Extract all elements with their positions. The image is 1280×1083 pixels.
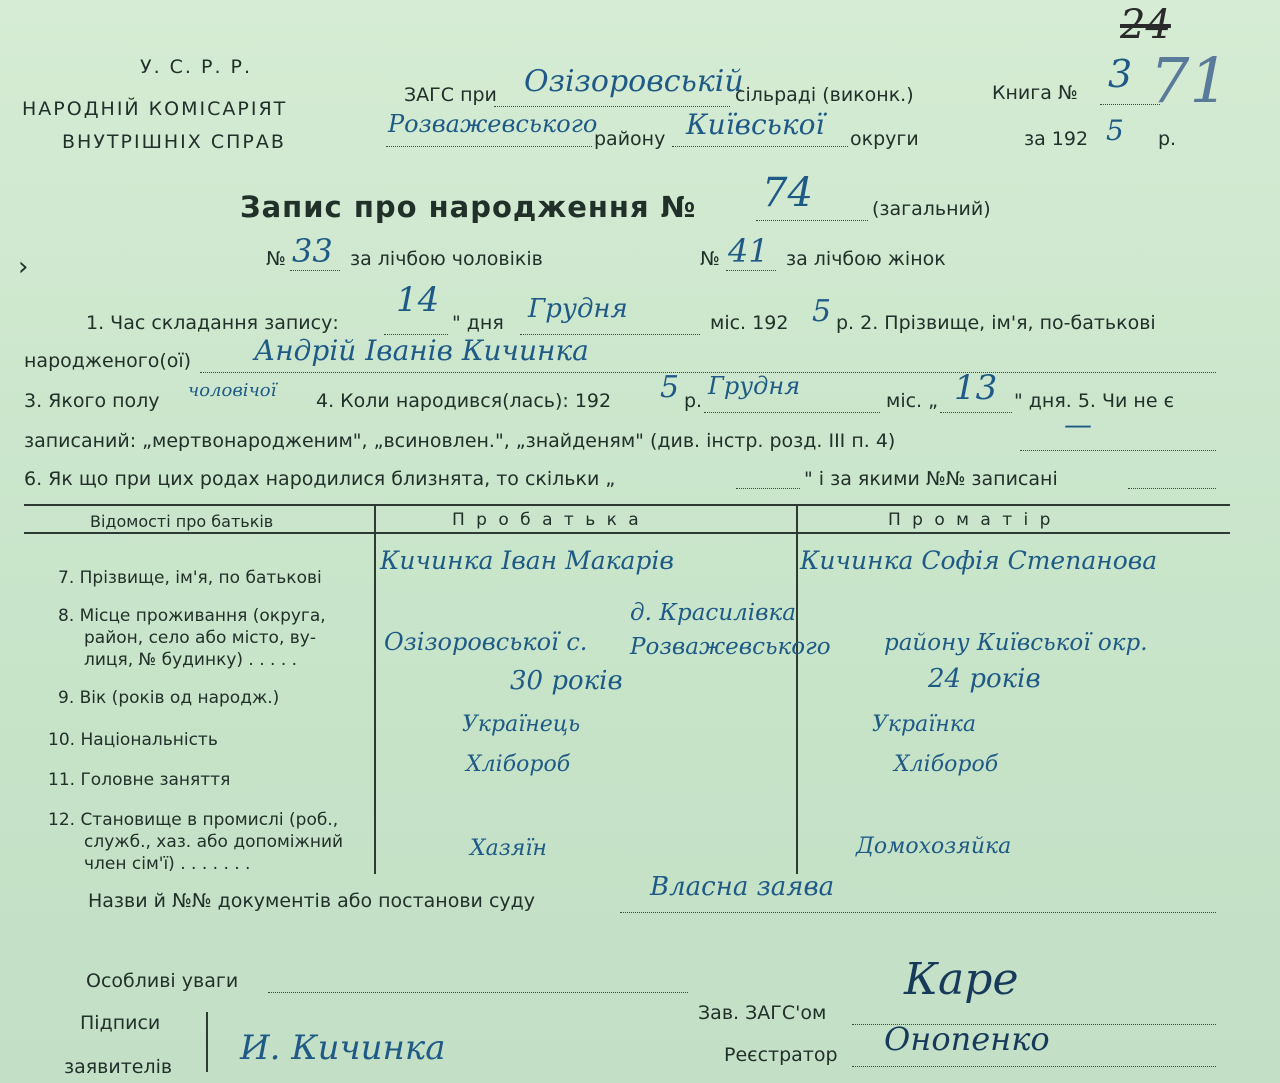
table-header-mother: П р о м а т і р: [888, 510, 1054, 530]
field-4-month-handwriting: Грудня: [708, 372, 801, 400]
applicant-signature: И. Кичинка: [240, 1028, 446, 1068]
row-9-label: 9. Вік (років од народж.): [58, 688, 280, 708]
table-header-father: П р о б а т ь к а: [452, 510, 642, 530]
row-8-mother-handwriting: району Київської окр.: [884, 630, 1148, 656]
table-divider-1: [374, 504, 376, 874]
district-line: [386, 146, 592, 147]
row-10-mother-handwriting: Українка: [872, 712, 977, 737]
record-title: Запис про народження №: [240, 190, 697, 224]
field-3-sex-handwriting: чоловічої: [188, 380, 277, 401]
district-label: району: [594, 128, 666, 150]
okruha-line: [672, 146, 848, 147]
table-header-rule: [24, 532, 1230, 534]
row-12-label-line-2: служб., хаз. або допоміжний: [84, 832, 344, 852]
documents-handwriting: Власна заява: [650, 872, 835, 902]
row-10-father-handwriting: Українець: [462, 712, 581, 737]
table-divider-2: [796, 504, 798, 874]
notes-line: [268, 992, 688, 993]
ministry-line-2: ВНУТРІШНІХ СПРАВ: [62, 131, 286, 153]
year-label-suffix: р.: [1158, 128, 1177, 150]
head-label: Зав. ЗАГС'ом: [698, 1002, 827, 1024]
registrar-signature: Онопенко: [884, 1020, 1050, 1058]
row-12-label-line-1: 12. Становище в промислі (роб.,: [48, 810, 339, 830]
row-8-label-line-1: 8. Місце проживання (округа,: [58, 606, 326, 626]
field-4-label: 4. Коли народився(лась): 192: [316, 390, 612, 412]
row-10-label: 10. Національність: [48, 730, 218, 750]
field-4-day-handwriting: 13: [954, 368, 998, 408]
row-8-address-mid-handwriting: д. Красилівка Розважевського: [630, 600, 831, 660]
women-no-label: №: [700, 248, 720, 270]
row-11-label: 11. Головне заняття: [48, 770, 231, 790]
book-label: Книга №: [992, 82, 1078, 104]
documents-label: Назви й №№ документів або постанови суду: [88, 890, 536, 912]
record-number-handwriting: 74: [762, 170, 813, 216]
field-1-after: р. 2. Прізвище, ім'я, по-батькові: [836, 312, 1156, 334]
field-1-day-label: " дня: [452, 312, 504, 334]
field-4-r: р.: [684, 390, 703, 412]
okruha-handwriting: Київської: [686, 108, 825, 141]
field-2-name-handwriting: Андрій Іванів Кичинка: [254, 334, 589, 367]
field-5-answer-line: [1020, 450, 1216, 451]
field-1-label: 1. Час складання запису:: [86, 312, 339, 334]
field-6-after: " і за якими №№ записані: [804, 468, 1058, 490]
registrar-label: Реєстратор: [724, 1044, 838, 1066]
field-1-day-handwriting: 14: [396, 280, 440, 320]
notes-label: Особливі уваги: [86, 970, 239, 992]
row-11-father-handwriting: Хлібороб: [466, 752, 571, 777]
signatures-label-2: заявителів: [64, 1056, 173, 1078]
field-1-month-label: міс. 192: [710, 312, 789, 334]
row-8-label-line-2: район, село або місто, ву-: [84, 628, 316, 648]
registrar-sign-line: [852, 1066, 1216, 1067]
field-5-line: записаний: „мертвонародженим", „всиновлен.", „знайденям" (див. інстр. розд. III п. 4): [24, 430, 896, 452]
ussr-header: У. С. Р. Р.: [140, 56, 253, 78]
field-4-day-label: " дня. 5. Чи не є: [1014, 390, 1175, 412]
table-top-rule: [24, 504, 1230, 506]
field-4-month-line: [704, 412, 880, 413]
row-8-label-line-3: лиця, № будинку) . . . . .: [84, 650, 298, 670]
field-1-year-handwriting: 5: [812, 294, 832, 329]
men-count-handwriting: 33: [292, 232, 333, 270]
row-7-mother-handwriting: Кичинка Софія Степанова: [800, 546, 1158, 575]
book-number-handwriting: 3: [1108, 52, 1133, 96]
field-4-year-handwriting: 5: [660, 370, 680, 405]
record-number-line: [756, 220, 868, 221]
field-5-dash-handwriting: —: [1064, 408, 1092, 441]
men-count-label: за лічбою чоловіків: [350, 248, 543, 270]
men-count-line: [290, 270, 340, 271]
signature-bracket: [206, 1012, 208, 1072]
men-no-label: №: [266, 248, 286, 270]
row-8-father-handwriting: Озізоровської с.: [384, 628, 588, 656]
head-signature: Каре: [904, 954, 1019, 1005]
row-9-mother-handwriting: 24 років: [928, 664, 1041, 694]
women-count-handwriting: 41: [728, 232, 769, 270]
district-handwriting: Розважевського: [388, 110, 598, 138]
corner-number-2: 71: [1150, 44, 1229, 117]
year-handwriting: 5: [1106, 114, 1124, 147]
field-6-numbers-line: [1128, 488, 1216, 489]
general-label: (загальний): [872, 198, 991, 220]
zags-village-handwriting: Озізоровській: [524, 64, 744, 99]
table-header-label: Відомості про батьків: [90, 512, 274, 531]
year-label-prefix: за 192: [1024, 128, 1089, 150]
field-6-line: 6. Як що при цих родах народилися близнята, то скільки „: [24, 468, 616, 490]
women-count-label: за лічбою жінок: [786, 248, 946, 270]
field-6-twins-line: [736, 488, 800, 489]
documents-line: [620, 912, 1216, 913]
row-12-mother-handwriting: Домохозяйка: [856, 834, 1012, 859]
field-1-month-handwriting: Грудня: [528, 294, 628, 324]
field-3-label: 3. Якого полу: [24, 390, 160, 412]
corner-number-1: 24: [1120, 2, 1171, 48]
village-council-label: сільраді (виконк.): [735, 84, 914, 106]
field-4-day-line: [940, 412, 1012, 413]
ministry-line-1: НАРОДНІЙ КОМІСАРІЯТ: [22, 98, 288, 120]
signatures-label-1: Підписи: [80, 1012, 161, 1034]
field-4-month-label: міс. „: [886, 390, 938, 412]
okruha-label: округи: [850, 128, 919, 150]
zags-village-line: [494, 106, 730, 107]
row-7-label: 7. Прізвище, ім'я, по батькові: [58, 568, 322, 588]
row-12-label-line-3: член сім'ї) . . . . . . .: [84, 854, 251, 874]
row-9-father-handwriting: 30 років: [510, 666, 623, 696]
row-7-father-handwriting: Кичинка Іван Макарів: [380, 546, 674, 575]
edge-mark: ›: [18, 252, 29, 282]
row-12-father-handwriting: Хазяїн: [470, 836, 547, 861]
row-11-mother-handwriting: Хлібороб: [894, 752, 999, 777]
field-2-label: народженого(ої): [24, 350, 192, 372]
zags-label: ЗАГС при: [404, 84, 497, 106]
women-count-line: [726, 270, 776, 271]
